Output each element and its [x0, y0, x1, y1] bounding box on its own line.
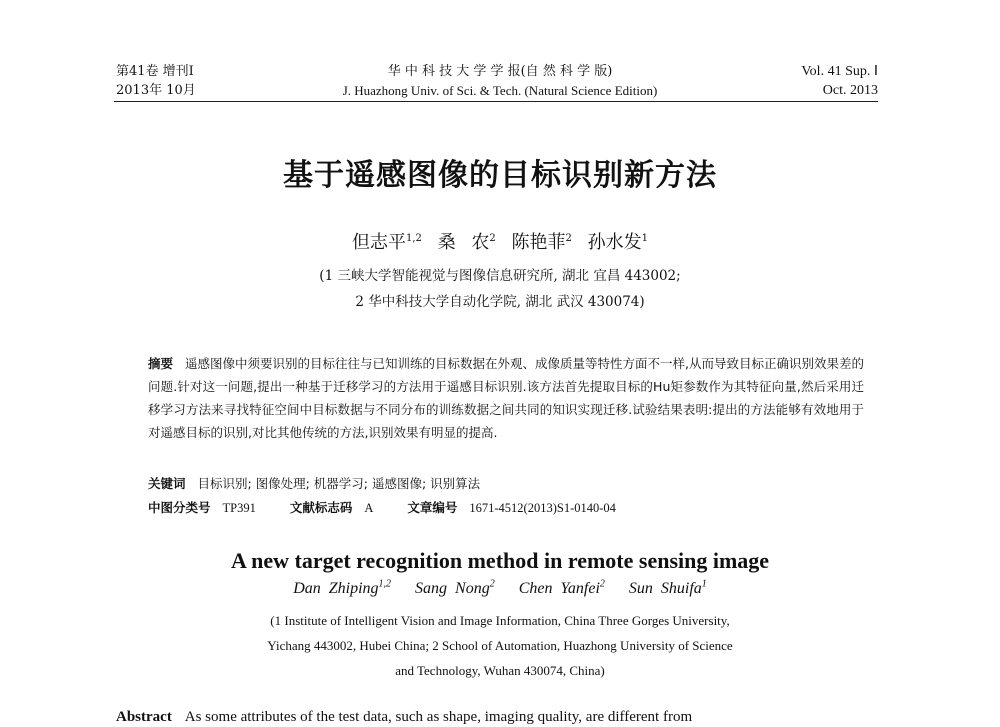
paper-title-en: A new target recognition method in remote sensing image — [230, 548, 770, 573]
affiliation-en-line: (1 Institute of Intelligent Vision and Image Information, China Three Gorges University, — [270, 613, 730, 628]
journal-name-en: J. Huazhong Univ. of Sci. & Tech. (Natural Science Edition) — [342, 83, 658, 98]
affiliation-zh-line: 2 华中科技大学自动化学院, 湖北 武汉 430074) — [355, 294, 645, 310]
affiliation-zh-line: (1 三峡大学智能视觉与图像信息研究所, 湖北 宜昌 443002; — [319, 268, 681, 284]
keywords-zh-text: 目标识别; 图像处理; 机器学习; 遥感图像; 识别算法 — [197, 476, 481, 491]
author-zh: 陈艳菲$^2$ — [511, 232, 572, 253]
abstract-en — [116, 707, 886, 727]
keywords-zh-label: 关键词 — [148, 476, 186, 491]
volume-issue: 第41卷 增刊Ⅰ — [116, 64, 194, 79]
affiliation-en — [0, 608, 1000, 683]
author-zh: 但志平$^{1,2}$ — [352, 232, 422, 253]
author-en: Chen Yanfei$^2$ — [518, 578, 605, 597]
abstract-en-label: Abstract — [116, 709, 172, 725]
paper-title-zh: 基于遥感图像的目标识别新方法 — [283, 158, 717, 193]
author-zh: 桑 农$^2$ — [437, 232, 496, 253]
abstract-en-text: As some attributes of the test data, such as shape, imaging quality, are different from — [184, 709, 693, 725]
journal-name-zh: 华 中 科 技 大 学 学 报(自 然 科 学 版) — [387, 64, 613, 79]
classification-line — [148, 498, 864, 518]
authors-zh — [0, 228, 1000, 254]
volume-en: Vol. 41 Sup. Ⅰ — [801, 64, 878, 79]
affiliation-en-line: Yichang 443002, Hubei China; 2 School of Automation, Huazhong University of Science — [267, 638, 733, 653]
clc-group: 中图分类号 TP391 — [148, 500, 256, 515]
journal-name — [250, 62, 750, 100]
author-en: Dan Zhiping$^{1,2}$ — [293, 578, 392, 597]
keywords-zh — [148, 474, 864, 494]
article-number-group: 文章编号 1671-4512(2013)S1-0140-04 — [407, 500, 616, 515]
journal-volume-en — [801, 62, 878, 100]
author-en: Sun Shuifa$^1$ — [628, 578, 707, 597]
abstract-zh-label: 摘要 — [148, 356, 174, 371]
year-month: 2013年 10月 — [116, 83, 196, 98]
date-en: Oct. 2013 — [822, 83, 878, 98]
header-divider — [114, 101, 878, 102]
doc-code-group: 文献标志码 A — [289, 500, 374, 515]
abstract-zh — [148, 352, 864, 444]
abstract-zh-text: 遥感图像中须要识别的目标往往与已知训练的目标数据在外观、成像质量等特性方面不一样,从而导致目标正确识别效果差的问题.针对这一问题,提出一种基于迁移学习的方法用于遥感目标识别.该方法首先提取目标的Hu矩参数作为其特征向量,然后采用迁移学习方法来寻找特征空间中目标数据与不同分布的训练数据之间共同的知识实现迁移.试验结果表明:提出的方法能够有效地用于对遥感目标的识别,对比其他传统的方法,识别效果有明显的提高. — [148, 356, 865, 440]
author-en: Sang Nong$^2$ — [415, 578, 495, 597]
authors-en — [0, 580, 1000, 598]
affiliation-en-line: and Technology, Wuhan 430074, China) — [395, 663, 605, 678]
author-zh: 孙水发$^1$ — [587, 232, 648, 253]
journal-volume-info — [116, 62, 196, 100]
